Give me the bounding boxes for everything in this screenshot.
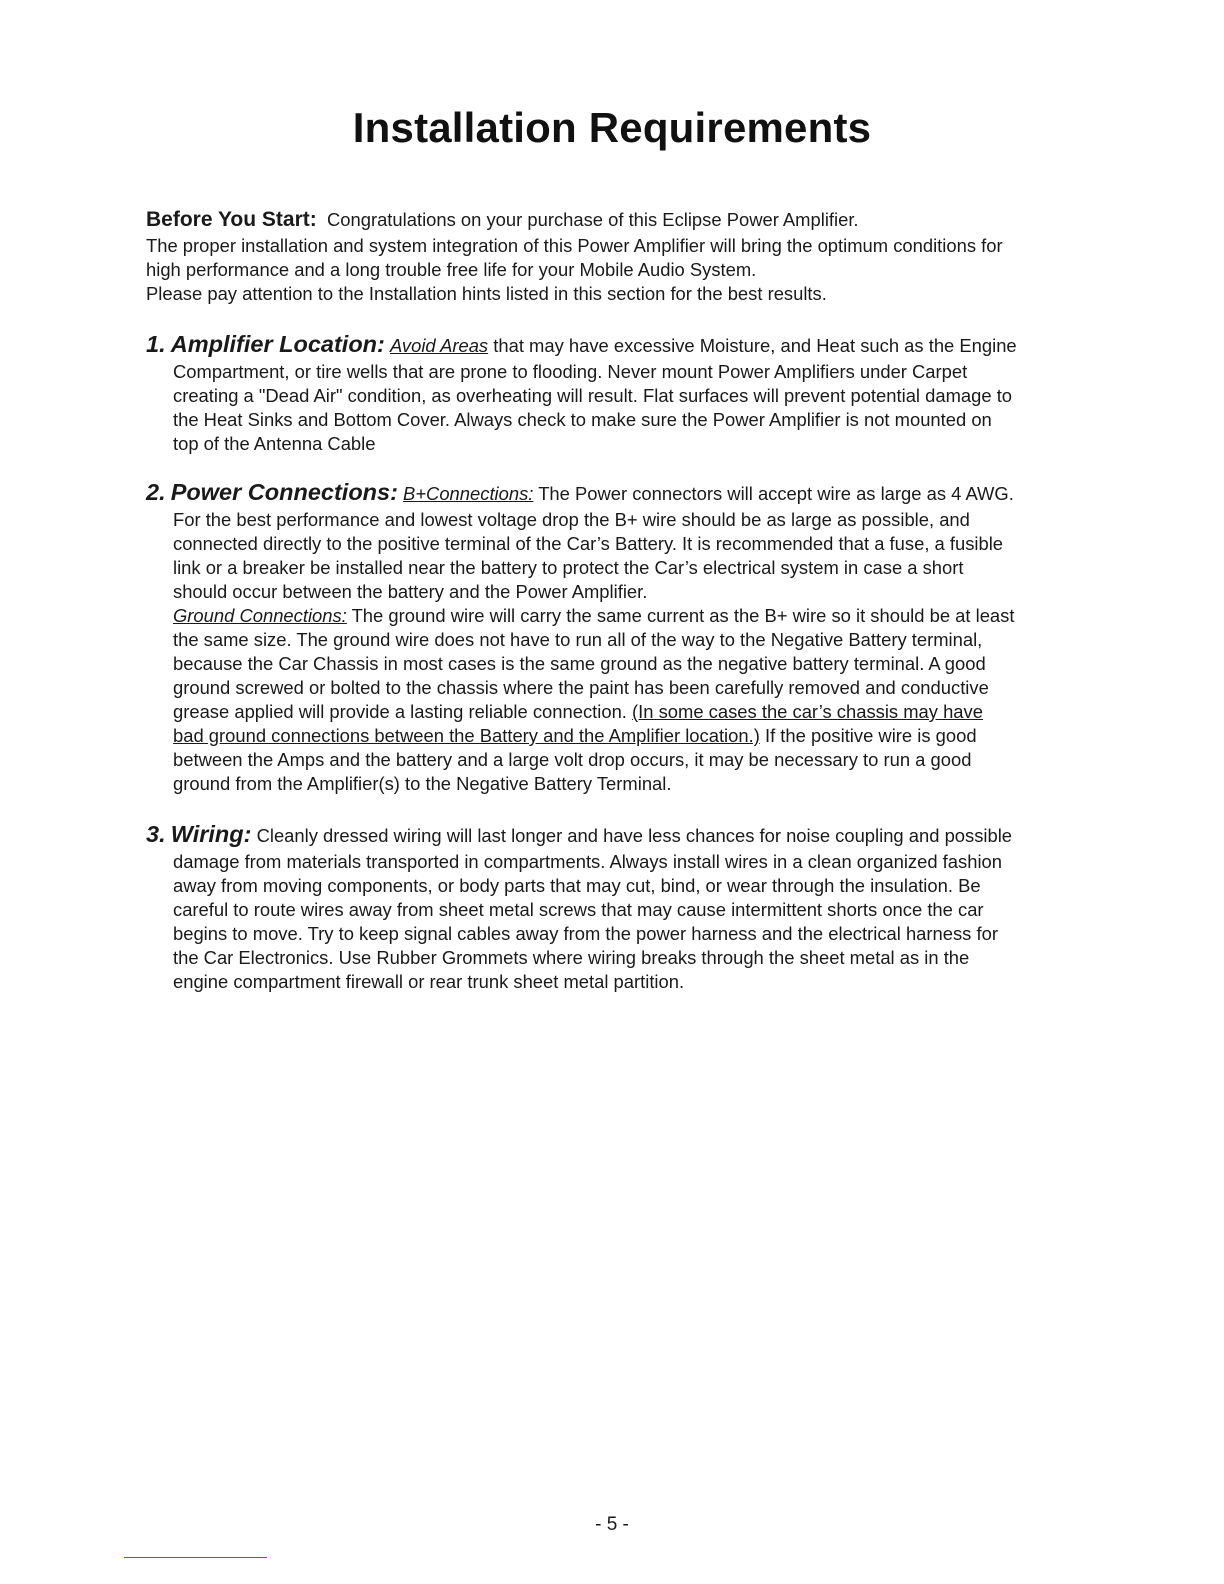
underlined-note: (In some cases the car’s chassis may have xyxy=(632,701,983,722)
section-heading: Power Connections: xyxy=(170,479,398,505)
ground-line: the same size. The ground wire does not have to run all of the way to the Negative Battery terminal, xyxy=(173,629,983,650)
section-heading: Amplifier Location: xyxy=(170,331,385,357)
ground-line: between the Amps and the battery xyxy=(173,749,453,770)
section-line: creating a "Dead Air" condition, as overheating will result. Flat surfaces will prevent potential damage to xyxy=(173,385,1013,406)
section-first-line: Cleanly dressed wiring will last longer and have less chances for noise coupling and possible xyxy=(256,825,1013,846)
section-line: damage from materials transported in compartments. Always install wires in a clean organized fashion xyxy=(173,851,1002,872)
page-title: Installation Requirements xyxy=(352,104,872,151)
avoid-areas-label: Avoid Areas xyxy=(389,335,489,356)
ground-line: because the Car Chassis in most cases is the same ground as the negative battery terminal. A good xyxy=(173,653,986,674)
section-number: 1. xyxy=(146,331,166,357)
section-line: For the best performance and lowest voltage drop the B+ wire should be as large as possible, and xyxy=(173,509,970,530)
section-first-line: The Power connectors will accept wire as large as 4 AWG. xyxy=(538,483,1014,504)
section-line: the Heat Sinks and Bottom Cover. Always check to make sure the Power Amplifier is not mounted on xyxy=(173,409,992,430)
ground-line: If the positive wire is good xyxy=(759,725,977,746)
section-line: begins to move. Try to keep signal cables away from the power harness and the electrical harness for xyxy=(173,923,998,944)
ground-line: and a large volt drop occurs, it may be necessary to run a good xyxy=(452,749,972,770)
section-wiring xyxy=(146,820,1076,994)
section-power-connections xyxy=(146,478,1076,796)
ground-line: ground from the Amplifier(s) to the Negative Battery Terminal. xyxy=(173,773,672,794)
section-heading: Wiring: xyxy=(170,821,252,847)
ground-line: ground screwed or bolted to the chassis where the paint has been carefully removed and conductive xyxy=(173,677,989,698)
section-line: top of the Antenna Cable xyxy=(173,433,376,454)
intro-line: The proper installation and system integration of this Power Amplifier will bring the optimum conditions for xyxy=(146,235,1003,256)
section-line: Compartment, or tire wells that are prone to flooding. Never mount Power Amplifiers under Carpet xyxy=(173,361,968,382)
page-number: - 5 - xyxy=(595,1514,629,1535)
section-line: away from moving components, or body parts that may cut, bind, or wear through the insulation. Be xyxy=(173,875,981,896)
section-line: link or a breaker be installed near the battery to protect the Car’s electrical system in case a short xyxy=(173,557,964,578)
b-plus-connections-label: B+Connections: xyxy=(403,483,534,504)
section-number: 3. xyxy=(146,821,166,847)
section-line: connected directly to the positive terminal of the Car’s Battery. It is recommended that a fuse, a fusible xyxy=(173,533,1004,554)
ground-connections-label: Ground Connections: xyxy=(173,605,347,626)
section-line: careful to route wires away from sheet metal screws that may cause intermittent shorts once the car xyxy=(173,899,984,920)
intro-first-line: Congratulations on your purchase of this Eclipse Power Amplifier. xyxy=(326,209,859,230)
section-line: the Car Electronics. Use Rubber Grommets where wiring breaks through the sheet metal as in the xyxy=(173,947,970,968)
section-line: engine compartment firewall or rear trunk sheet metal partition. xyxy=(173,971,685,992)
underlined-note: bad ground connections between the Battery and the Amplifier location.) xyxy=(173,725,760,746)
footer-rule xyxy=(124,1557,267,1558)
intro-line: Please pay attention to the Installation hints listed in this section for the best results. xyxy=(146,283,827,304)
intro-paragraph xyxy=(146,206,1076,306)
before-you-start-label: Before You Start: xyxy=(146,208,317,231)
section-first-line: that may have excessive Moisture, and Heat such as the Engine xyxy=(493,335,1017,356)
section-line: should occur between the battery and the Power Amplifier. xyxy=(173,581,648,602)
ground-first-line: The ground wire will carry the same current as the B+ wire so it should be at least xyxy=(351,605,1015,626)
section-number: 2. xyxy=(146,479,166,505)
section-amplifier-location xyxy=(146,330,1076,456)
ground-line: grease applied will provide a lasting reliable connection. xyxy=(173,701,633,722)
intro-line: high performance and a long trouble free life for your Mobile Audio System. xyxy=(146,259,757,280)
